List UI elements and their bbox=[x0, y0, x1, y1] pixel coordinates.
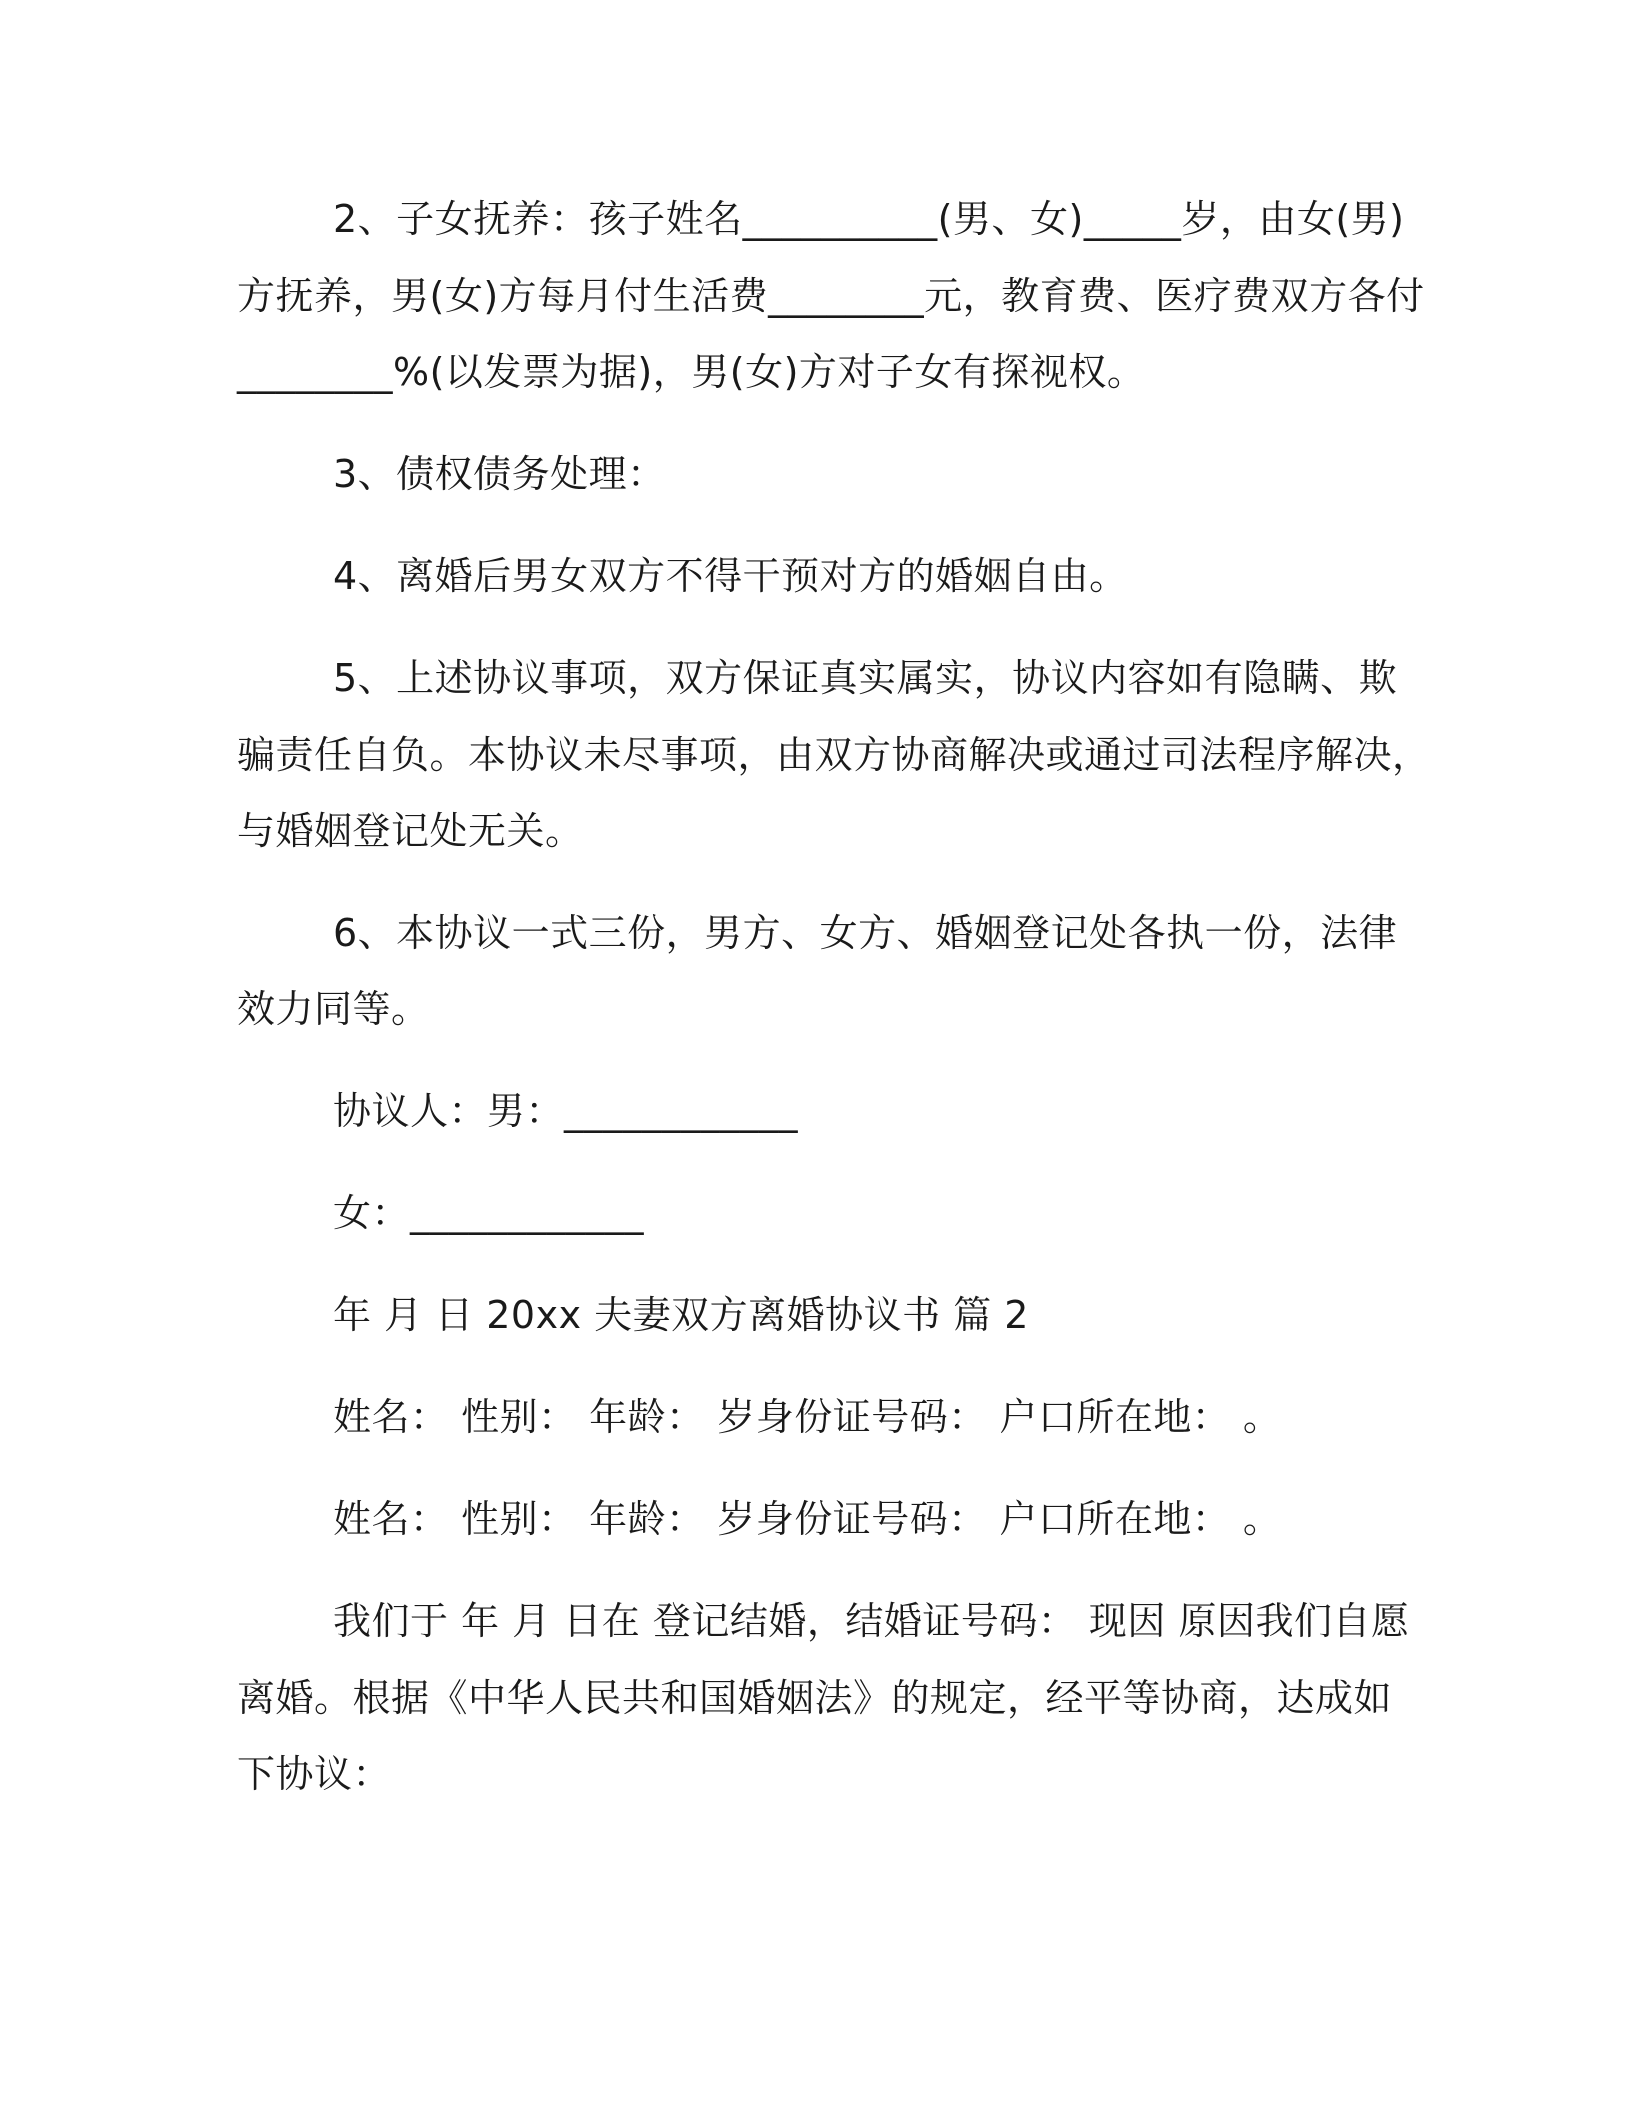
clause-6-line-2: 效力同等。 bbox=[237, 987, 430, 1031]
party-info-1: 姓名： 性别： 年龄： 岁身份证号码： 户口所在地： 。 bbox=[333, 1395, 1282, 1439]
clause-2-line-3: ________%(以发票为据)，男(女)方对子女有探视权。 bbox=[237, 350, 1146, 394]
signatory-male: 协议人：男：____________ bbox=[333, 1089, 799, 1133]
clause-5-line-2: 骗责任自负。本协议未尽事项，由双方协商解决或通过司法程序解决， bbox=[237, 733, 1431, 777]
section-heading: 年 月 日 20xx 夫妻双方离婚协议书 篇 2 bbox=[333, 1293, 1029, 1337]
signatory-female: 女：____________ bbox=[333, 1191, 645, 1235]
preamble-line-3: 下协议： bbox=[237, 1752, 392, 1796]
clause-5-line-1: 5、上述协议事项，双方保证真实属实，协议内容如有隐瞒、欺 bbox=[333, 656, 1398, 700]
clause-2-line-2: 方抚养，男(女)方每月付生活费________元，教育费、医疗费双方各付 bbox=[237, 274, 1425, 318]
preamble-line-2: 离婚。根据《中华人民共和国婚姻法》的规定，经平等协商，达成如 bbox=[237, 1676, 1393, 1720]
party-info-2: 姓名： 性别： 年龄： 岁身份证号码： 户口所在地： 。 bbox=[333, 1497, 1282, 1541]
preamble-line-1: 我们于 年 月 日在 登记结婚，结婚证号码： 现因 原因我们自愿 bbox=[333, 1599, 1410, 1643]
clause-5-line-3: 与婚姻登记处无关。 bbox=[237, 809, 584, 853]
clause-4: 4、离婚后男女双方不得干预对方的婚姻自由。 bbox=[333, 554, 1128, 598]
clause-6-line-1: 6、本协议一式三份，男方、女方、婚姻登记处各执一份，法律 bbox=[333, 911, 1398, 955]
clause-2-line-1: 2、子女抚养：孩子姓名__________(男、女)_____岁，由女(男) bbox=[333, 197, 1405, 241]
clause-3: 3、债权债务处理： bbox=[333, 452, 666, 496]
